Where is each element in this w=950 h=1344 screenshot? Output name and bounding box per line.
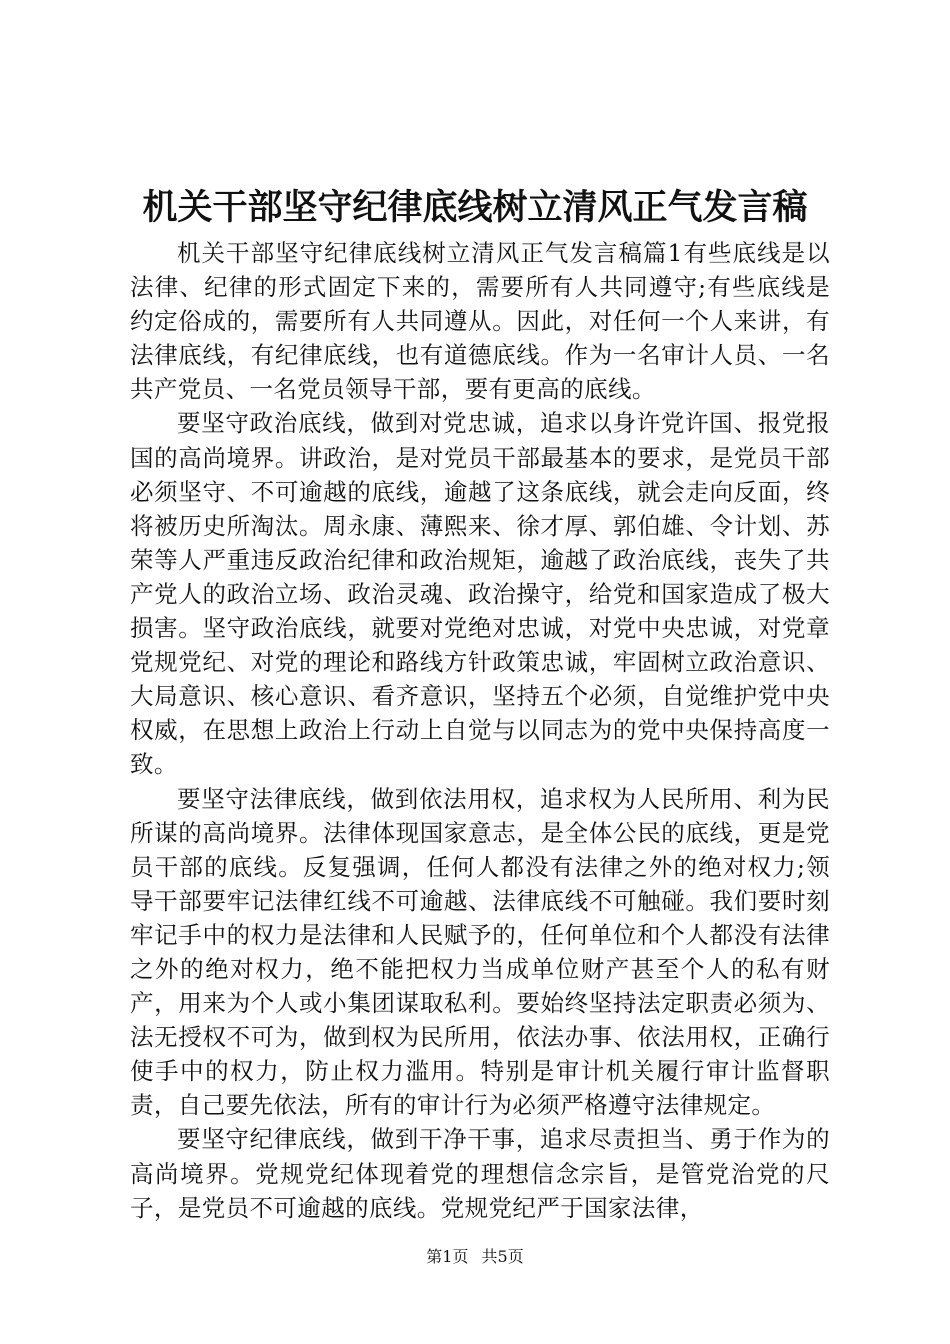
paragraph-intro: 机关干部坚守纪律底线树立清风正气发言稿篇1有些底线是以法律、纪律的形式固定下来的，需要所有人共同遵守;有些底线是约定俗成的，需要所有人共同遵从。因此，对任何一个人来讲，有法律底线，有纪律底线，也有道德底线。作为一名审计人员、一名共产党员、一名党员领导干部，要有更高的底线。 bbox=[130, 239, 830, 404]
paragraph-discipline-bottom-line: 要坚守纪律底线，做到干净干事，追求尽责担当、勇于作为的高尚境界。党规党纪体现着党的理想信念宗旨，是管党治党的尺子，是党员不可逾越的底线。党规党纪严于国家法律， bbox=[130, 1125, 830, 1222]
page-footer bbox=[0, 1245, 950, 1269]
paragraph-political-bottom-line: 要坚守政治底线，做到对党忠诚，追求以身许党许国、报党报国的高尚境界。讲政治，是对党员干部最基本的要求，是党员干部必须坚守、不可逾越的底线，逾越了这条底线，就会走向反面，终将被历史所淘汰。周永康、薄熙来、徐才厚、郭伯雄、令计划、苏荣等人严重违反政治纪律和政治规矩，逾越了政治底线，丧失了共产党人的政治立场、政治灵魂、政治操守，给党和国家造成了极大损害。坚守政治底线，就要对党绝对忠诚，对党中央忠诚，对党章党规党纪、对党的理论和路线方针政策忠诚，牢固树立政治意识、大局意识、核心意识、看齐意识，坚持五个必须，自觉维护党中央权威，在思想上政治上行动上自觉与以同志为的党中央保持高度一致。 bbox=[130, 409, 830, 779]
page-number: 第1页 bbox=[426, 1247, 469, 1266]
document-body bbox=[130, 236, 830, 1225]
paragraph-legal-bottom-line: 要坚守法律底线，做到依法用权，追求权为人民所用、利为民所谋的高尚境界。法律体现国家意志，是全体公民的底线，更是党员干部的底线。反复强调，任何人都没有法律之外的绝对权力;领导干部要牢记法律红线不可逾越、法律底线不可触碰。我们要时刻牢记手中的权力是法律和人民赋予的，任何单位和个人都没有法律之外的绝对权力，绝不能把权力当成单位财产甚至个人的私有财产，用来为个人或小集团谋取私利。要始终坚持法定职责必须为、法无授权不可为，做到权为民所用，依法办事、依法用权，正确行使手中的权力，防止权力滥用。特别是审计机关履行审计监督职责，自己要先依法，所有的审计行为必须严格遵守法律规定。 bbox=[130, 784, 830, 1120]
document-title: 机关干部坚守纪律底线树立清风正气发言稿 bbox=[142, 187, 808, 228]
page-total: 共5页 bbox=[481, 1247, 524, 1266]
